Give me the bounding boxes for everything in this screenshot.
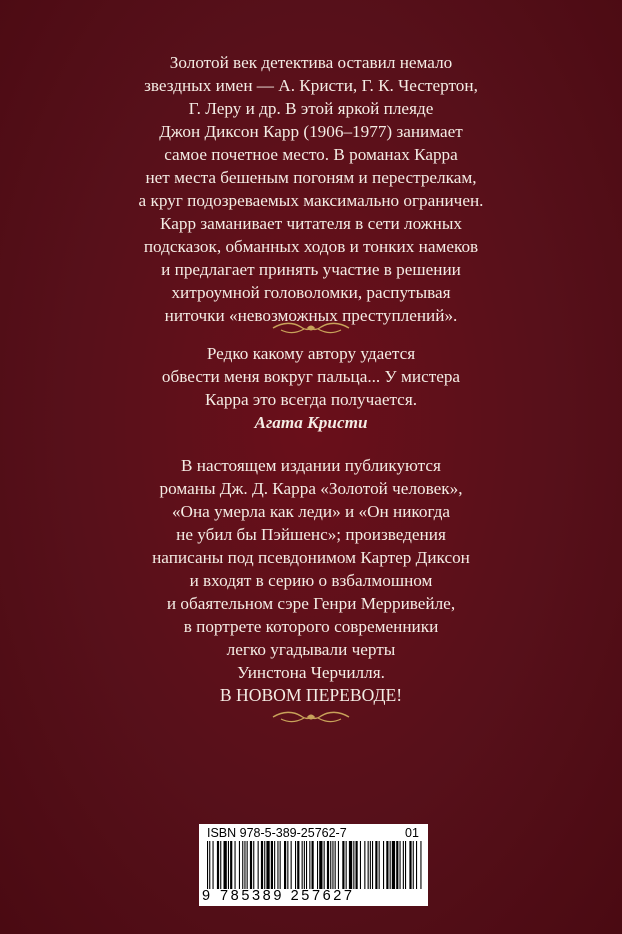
blurb-line: ниточки «невозможных преступлений». (164, 306, 458, 325)
blurb-line: Карр заманивает читателя в сети ложных (159, 214, 462, 233)
quote-block (60, 342, 562, 434)
isbn-addon: 01 (405, 826, 419, 840)
barcode-first-digit: 9 (202, 888, 211, 904)
edition-line: и входят в серию о взбалмошном (189, 571, 433, 590)
blurb-line: Г. Леру и др. В этой яркой плеяде (188, 99, 434, 118)
edition-line: написаны под псевдонимом Картер Диксон (152, 548, 470, 567)
edition-line: Уинстона Черчилля. (237, 663, 385, 682)
edition-line: не убил бы Пэйшенс»; произведения (176, 525, 446, 544)
edition-line: романы Дж. Д. Карра «Золотой человек», (159, 479, 463, 498)
blurb-line: нет места бешеным погоням и перестрелкам, (145, 168, 477, 187)
blurb-text (60, 51, 562, 327)
barcode (199, 824, 428, 906)
blurb-line: и предлагает принять участие в решении (161, 260, 461, 279)
blurb-line: а круг подозреваемых максимально ограничен. (138, 191, 484, 210)
barcode-icon (205, 841, 423, 889)
ornament-divider-icon (271, 321, 351, 335)
edition-line: В настоящем издании публикуются (181, 456, 441, 475)
blurb-line: подсказок, обманных ходов и тонких намеков (143, 237, 479, 256)
blurb-line: Джон Диксон Карр (1906–1977) занимает (159, 122, 463, 141)
blurb-line: звездных имен — А. Кристи, Г. К. Честертон, (144, 76, 478, 95)
blurb-line: самое почетное место. В романах Карра (164, 145, 458, 164)
isbn-label: ISBN 978-5-389-25762-7 (207, 826, 347, 840)
quote-author: Агата Кристи (254, 413, 368, 432)
edition-line: «Она умерла как леди» и «Он никогда (171, 502, 451, 521)
barcode-digits (199, 888, 428, 904)
new-translation-text: В НОВОМ ПЕРЕВОДЕ! (219, 685, 403, 705)
edition-line: в портрете которого современники (183, 617, 439, 636)
edition-line: легко угадывали черты (226, 640, 396, 659)
edition-line: и обаятельном сэре Генри Мерривейле, (166, 594, 456, 613)
new-translation-banner (60, 684, 562, 707)
quote-line: Карра это всегда получается. (204, 390, 418, 409)
quote-line: Редко какому автору удается (206, 344, 416, 363)
barcode-digits-rest: 785389 257627 (220, 888, 355, 904)
edition-text (60, 454, 562, 684)
isbn-line (199, 826, 428, 840)
blurb-line: Золотой век детектива оставил немало (169, 53, 453, 72)
quote-line: обвести меня вокруг пальца... У мистера (161, 367, 461, 386)
blurb-line: хитроумной головоломки, распутывая (171, 283, 451, 302)
ornament-divider-icon (271, 710, 351, 724)
